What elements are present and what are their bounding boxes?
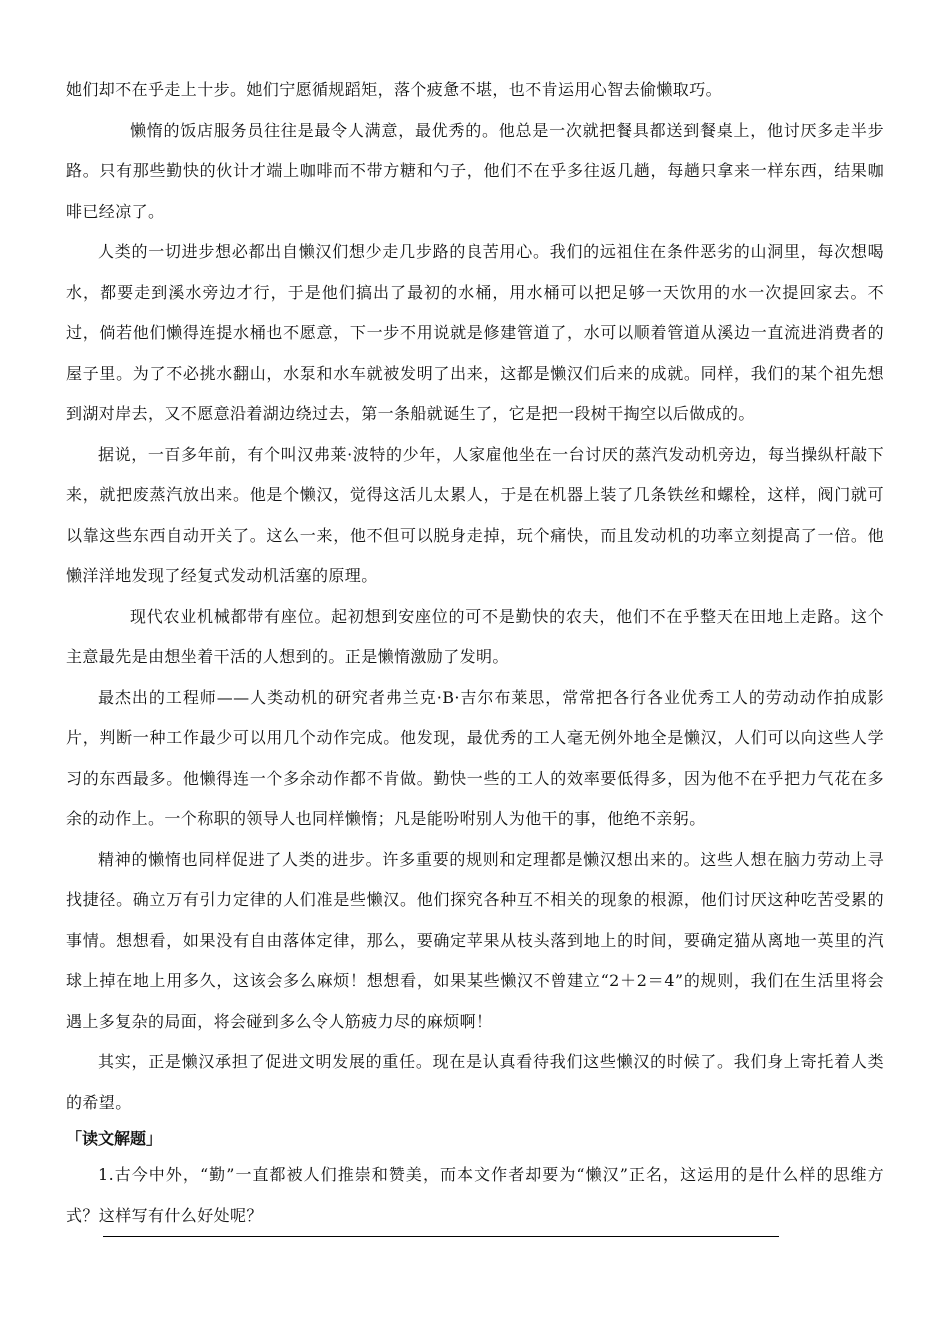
paragraph-mental-laziness: 精神的懒惰也同样促进了人类的进步。许多重要的规则和定理都是懒汉想出来的。这些人想在脑力劳动上寻找捷径。确立万有引力定律的人们准是些懒汉。他们探究各种互不相关的现象的根源，他们讨厌这种吃苦受累的事情。想想看，如果没有自由落体定律，那么，要确定苹果从枝头落到地上的时间，要确定猫从离地一英里的汽球上掉在地上用多久，这该会多么麻烦！想想看，如果某些懒汉不曾建立“2＋2＝4”的规则，我们在生活里将会遇上多复杂的局面，将会碰到多么令人筋疲力尽的麻烦啊！ xyxy=(66,849,884,1031)
paragraph-engineer: 最杰出的工程师——人类动机的研究者弗兰克·B·吉尔布莱思，常常把各行各业优秀工人的劳动动作拍成影片，判断一种工作最少可以用几个动作完成。他发现，最优秀的工人毫无例外地全是懒汉，人们可以向这些人学习的东西最多。他懒得连一个多余动作都不肯做。勤快一些的工人的效率要低得多，因为他不在乎把力气花在多余的动作上。一个称职的领导人也同样懒惰；凡是能吩咐别人为他干的事，他绝不亲躬。 xyxy=(66,687,884,828)
paragraph-conclusion: 其实，正是懒汉承担了促进文明发展的重任。现在是认真看待我们这些懒汉的时候了。我们身上寄托着人类的希望。 xyxy=(66,1052,884,1112)
question-1: 1.古今中外，“勤”一直都被人们推崇和赞美，而本文作者却要为“懒汉”正名，这运用的是什么样的思维方式？这样写有什么好处呢？ xyxy=(66,1165,884,1225)
section-heading: 「读文解题」 xyxy=(66,1129,163,1148)
answer-line xyxy=(103,1236,779,1237)
paragraph-steam-engine: 据说，一百多年前，有个叫汉弗莱·波特的少年，人家雇他坐在一台讨厌的蒸汽发动机旁边，每当操纵杆敲下来，就把废蒸汽放出来。他是个懒汉，觉得这活儿太累人，于是在机器上装了几条铁丝和螺栓，这样，阀门就可以靠这些东西自动开关了。这么一来，他不但可以脱身走掉，玩个痛快，而且发动机的功率立刻提高了一倍。他懒洋洋地发现了经复式发动机活塞的原理。 xyxy=(66,444,884,585)
paragraph-progress: 人类的一切进步想必都出自懒汉们想少走几步路的良苦用心。我们的远祖住在条件恶劣的山洞里，每次想喝水，都要走到溪水旁边才行，于是他们搞出了最初的水桶，用水桶可以把足够一天饮用的水一次提回家去。不过，倘若他们懒得连提水桶也不愿意，下一步不用说就是修建管道了，水可以顺着管道从溪边一直流进消费者的屋子里。为了不必挑水翻山，水泵和水车就被发明了出来，这都是懒汉们后来的成就。同样，我们的某个祖先想到湖对岸去，又不愿意沿着湖边绕过去，第一条船就诞生了，它是把一段树干掏空以后做成的。 xyxy=(66,242,884,423)
paragraph-farm-machinery: 现代农业机械都带有座位。起初想到安座位的可不是勤快的农夫，他们不在乎整天在田地上走路。这个主意最先是由想坐着干活的人想到的。正是懒惰激励了发明。 xyxy=(66,606,884,666)
paragraph-continued: 她们却不在乎走上十步。她们宁愿循规蹈矩，落个疲惫不堪，也不肯运用心智去偷懒取巧。 xyxy=(66,80,723,99)
paragraph-waiter: 懒惰的饭店服务员往往是最令人满意，最优秀的。他总是一次就把餐具都送到餐桌上，他讨厌多走半步路。只有那些勤快的伙计才端上咖啡而不带方糖和勺子，他们不在乎多往返几趟，每趟只拿来一样东西，结果咖啡已经凉了。 xyxy=(66,120,884,221)
document-page xyxy=(66,70,884,1236)
